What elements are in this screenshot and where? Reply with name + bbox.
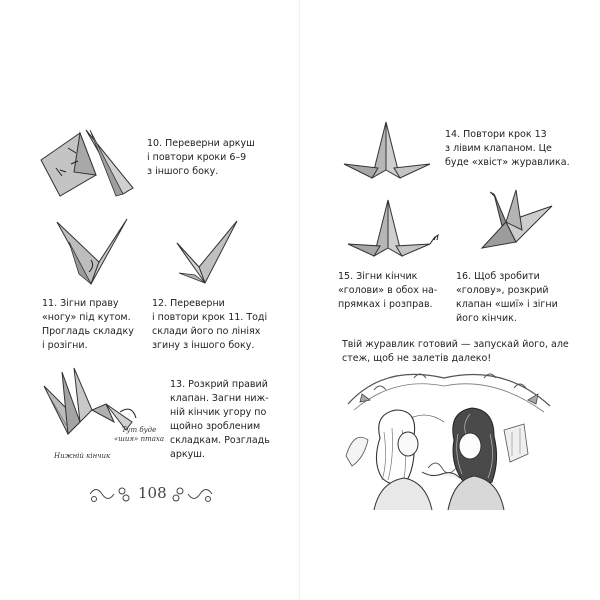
step13-text: 13. Розкрий правий клапан. Загни ниж- ній кінчик угору по щойно зробленим складкам. Розгладь аркуш. bbox=[170, 379, 270, 460]
step12-text: 12. Переверни і повтори крок 11. Тоді склади його по лініях згину з іншого боку. bbox=[152, 298, 268, 351]
step14-figure bbox=[342, 120, 432, 185]
girls-illustration bbox=[344, 370, 554, 510]
step10-text: 10. Переверни аркуш і повтори кроки 6–9 з іншого боку. bbox=[147, 138, 255, 177]
note-bottom-tip: Нижній кінчик bbox=[54, 452, 111, 460]
step11-figure bbox=[55, 214, 130, 289]
step14-text: 14. Повтори крок 13 з лівим клапаном. Це буде «хвіст» журавлика. bbox=[445, 129, 570, 168]
final-text: Твій журавлик готовий — запускай його, але стеж, щоб не залетів далеко! bbox=[342, 339, 569, 364]
step12-figure bbox=[175, 217, 240, 289]
step11-text: 11. Зігни праву «ногу» під кутом. Прогладь складку і розігни. bbox=[42, 298, 134, 351]
crane-figure bbox=[476, 188, 554, 254]
step16-text: 16. Щоб зробити «голову», розкрий клапан «шиї» і зігни його кінчик. bbox=[456, 271, 558, 324]
step15-text: 15. Зігни кінчик «голови» в обох на- прямках і розправ. bbox=[338, 271, 438, 310]
page-number: 108 bbox=[138, 484, 167, 502]
right-page bbox=[300, 0, 600, 600]
note-neck: Тут буде «шия» птаха bbox=[114, 426, 165, 443]
step15-figure bbox=[342, 198, 447, 263]
flourish-left-icon bbox=[86, 483, 134, 505]
flourish-right-icon bbox=[168, 483, 216, 505]
step10-figure bbox=[38, 128, 138, 203]
